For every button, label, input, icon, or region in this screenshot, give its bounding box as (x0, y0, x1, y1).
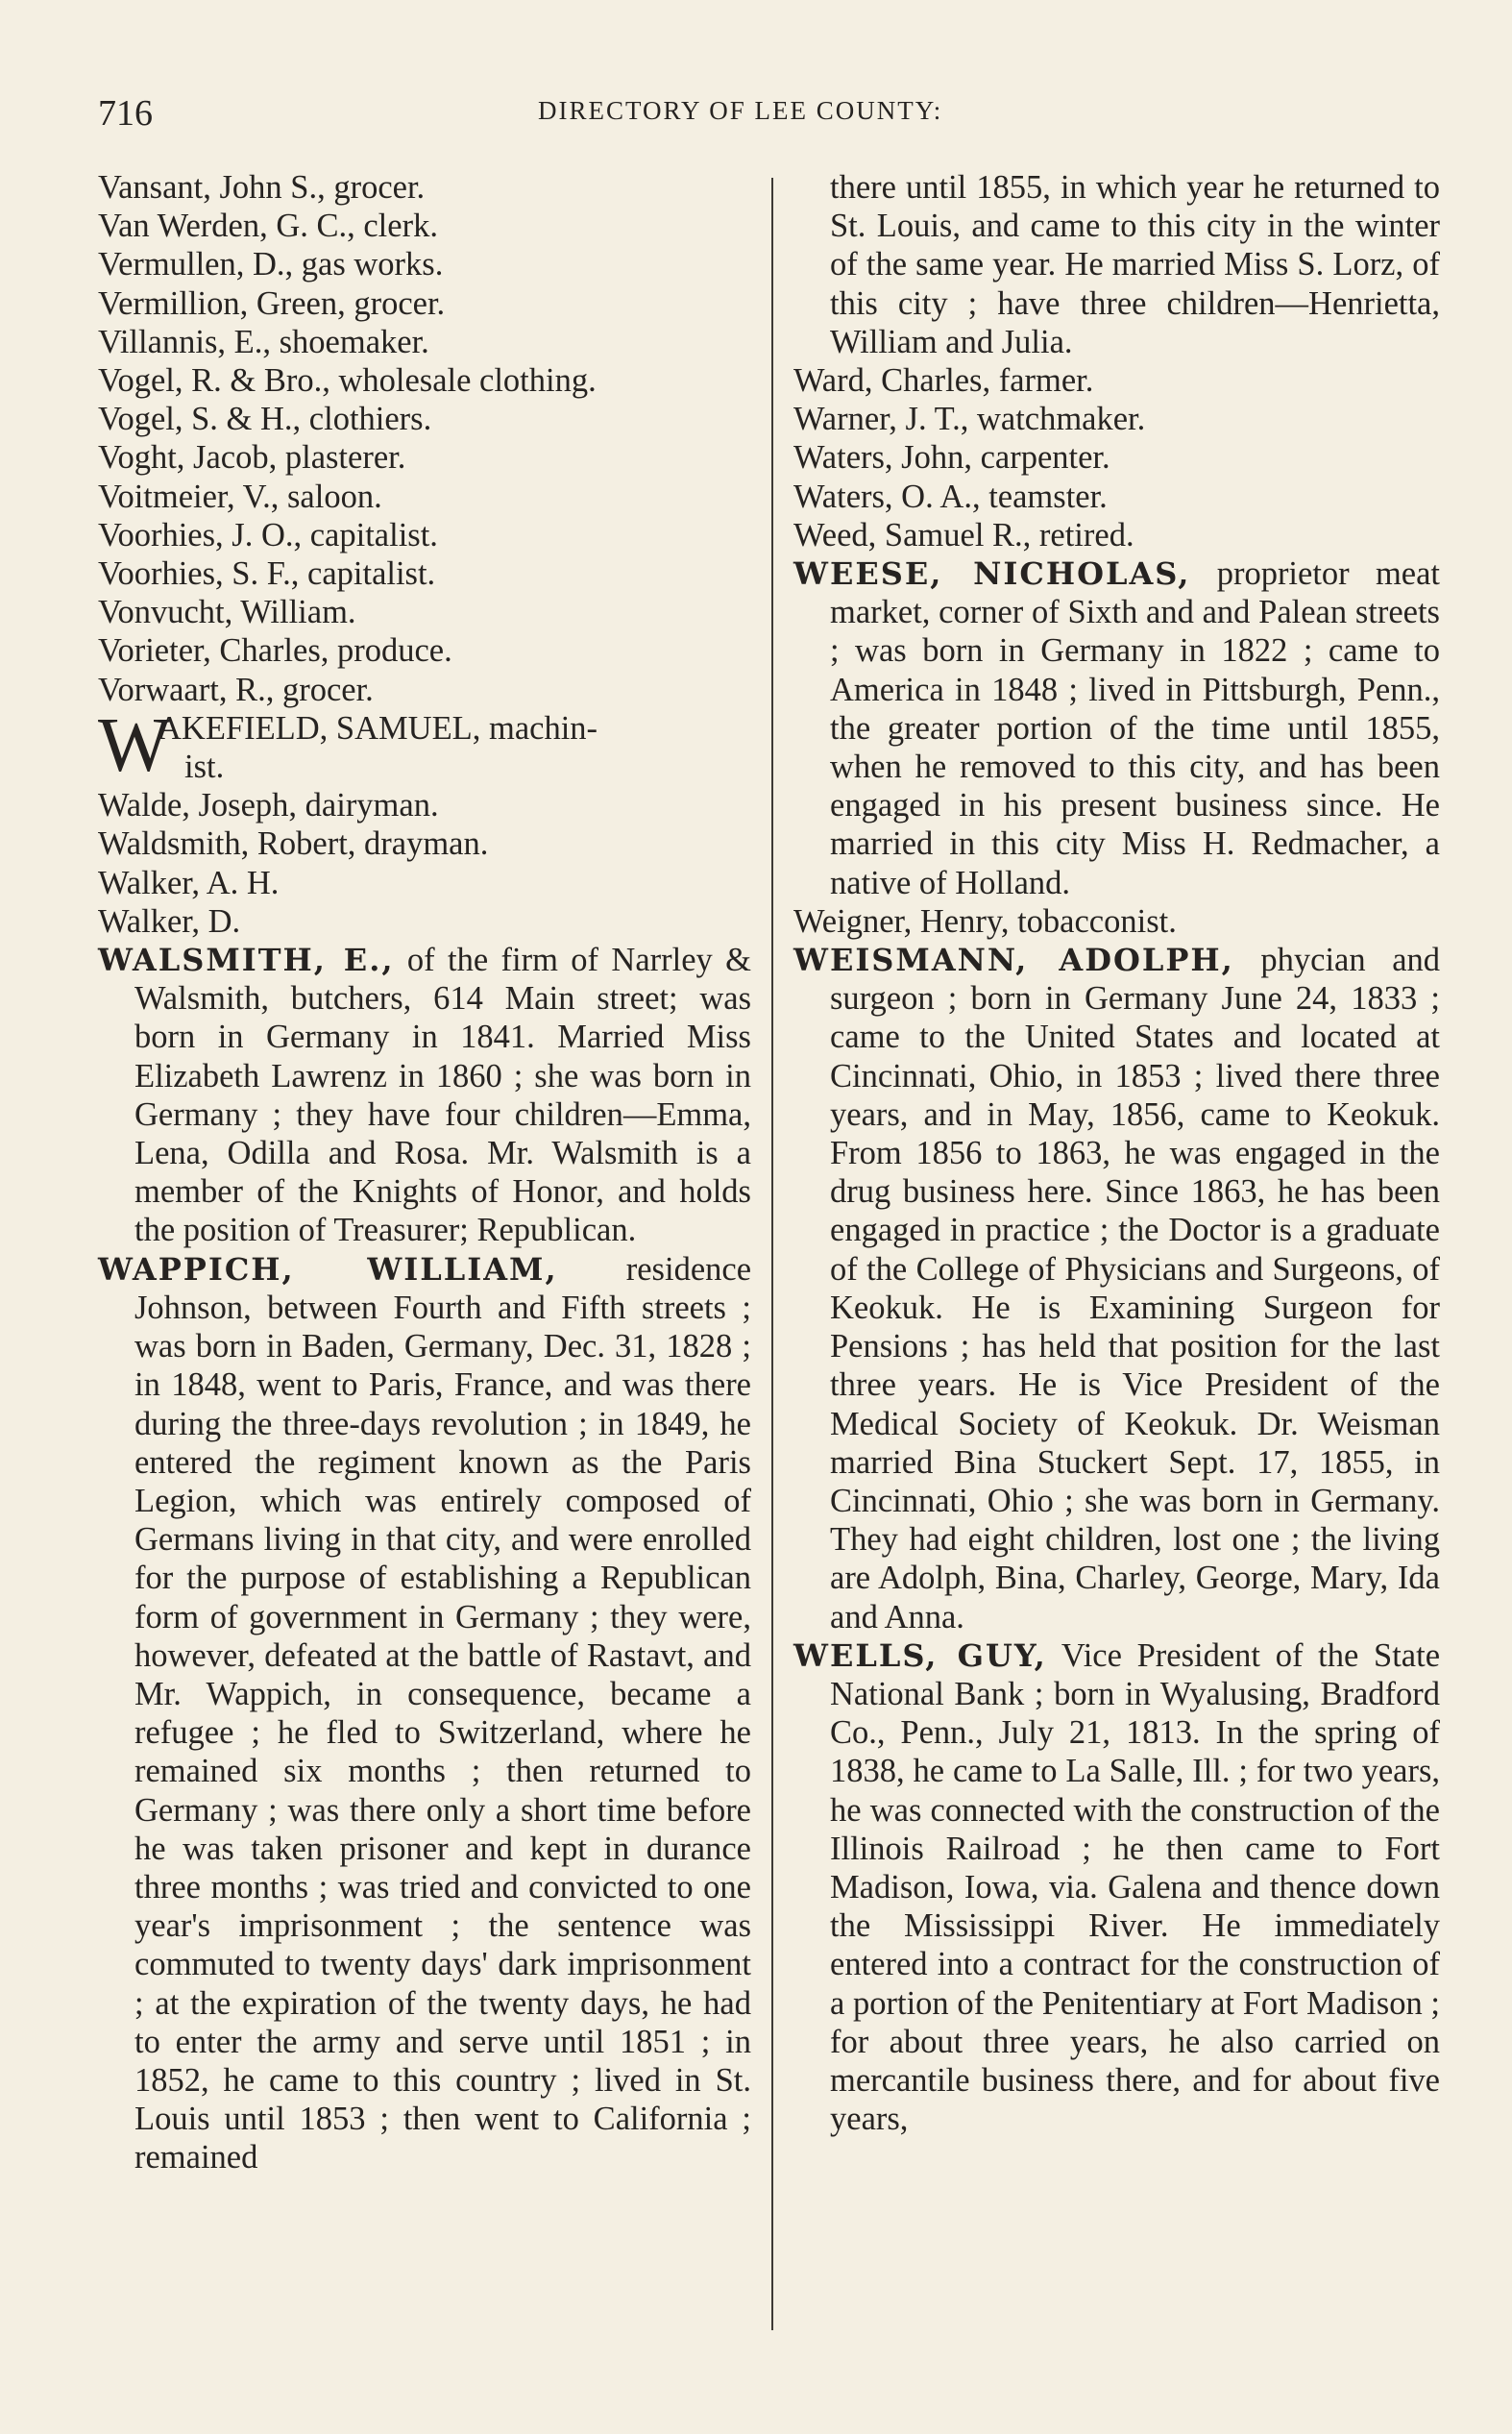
directory-entry: Vonvucht, William. (98, 594, 356, 631)
left-column (98, 168, 751, 2177)
directory-entry: Walker, D. (98, 902, 241, 940)
biography-continuation (793, 168, 1440, 361)
column-divider (771, 178, 773, 2330)
directory-entry: Vermillion, Green, grocer. (98, 284, 446, 322)
directory-entry: Voitmeier, V., saloon. (98, 478, 382, 515)
biography-body: of the firm of Narrley & Walsmith, butchers, 614 Main street; was born in Germany in 1841. Married Miss Elizabeth Lawrenz in 1860 ; she was born in Germany ; they have four children—Emma, Lena, Odilla and Rosa. Mr. Walsmith is a member of the Knights of Honor, and holds the position of Treasurer; Republican. (134, 942, 752, 1249)
directory-entry: Vansant, John S., grocer. (98, 169, 426, 206)
biography-body: residence Johnson, between Fourth and Fifth streets ; was born in Baden, Germany, Dec. 31, 1828 ; in 1848, went to Paris, France, and was there during the three-days revolution ; in 1849, he entered the regiment known as the Paris Legion, which was entirely composed of Germans living in that city, and were enrolled for the purpose of establishing a Republican form of government in Germany ; they were, however, defeated at the battle of Rastavt, and Mr. Wappich, in consequence, became a refugee ; he fled to Switzerland, where he remained six months ; then returned to Germany ; was there only a short time before he was taken prisoner and kept in durance three months ; was tried and convicted to one year's imprisonment ; the sentence was commuted to twenty days' dark imprisonment ; at the expiration of the twenty days, he had to enter the army and serve until 1851 ; in 1852, he came to this country ; lived in St. Louis until 1853 ; then went to California ; remained (134, 1250, 752, 2176)
biography-entry (793, 941, 1440, 1636)
entry-text-continued: ist. (184, 749, 225, 786)
biography-body: proprietor meat market, corner of Sixth and and Palean streets ; was born in Germany in 1822 ; came to America in 1848 ; lived in Pittsburgh, Penn., the greater portion of the time until 1855, when he removed to this city, and has been engaged in his present business since. He married in this city Miss H. Redmacher, a native of Holland. (830, 555, 1440, 901)
section-start-entry (98, 702, 751, 788)
directory-entry: Waters, John, carpenter. (793, 439, 1110, 477)
biography-name: WALSMITH, E., (98, 942, 395, 979)
directory-entry: Vorieter, Charles, produce. (98, 632, 452, 670)
biography-text (98, 941, 751, 1250)
directory-entry: Voorhies, J. O., capitalist. (98, 516, 438, 553)
biography-entry (98, 1250, 751, 2177)
biography-entry (793, 554, 1440, 902)
biography-name: WEESE, NICHOLAS, (793, 555, 1191, 593)
directory-entry: Voght, Jacob, plasterer. (98, 439, 406, 477)
directory-entry: Weigner, Henry, tobacconist. (793, 902, 1177, 940)
running-head: DIRECTORY OF LEE COUNTY: (538, 96, 943, 125)
directory-entry: Vorwaart, R., grocer. (98, 671, 374, 708)
biography-name: WEISMANN, ADOLPH, (793, 942, 1234, 979)
directory-entry: Weed, Samuel R., retired. (793, 516, 1134, 553)
drop-cap: W (98, 702, 171, 788)
directory-entry: Walker, A. H. (98, 864, 280, 901)
biography-text (98, 1250, 751, 2177)
biography-entry (98, 941, 751, 1250)
directory-entry: Waters, O. A., teamster. (793, 478, 1108, 515)
biography-entry (793, 1636, 1440, 2139)
biography-text (793, 1636, 1440, 2139)
biography-text (793, 941, 1440, 1636)
page-number: 716 (98, 93, 153, 134)
directory-entry: Walde, Joseph, dairyman. (98, 787, 439, 824)
directory-entry: Vogel, S. & H., clothiers. (98, 401, 432, 438)
entry-text: AKEFIELD, SAMUEL, machin- (158, 709, 598, 747)
directory-entry: Villannis, E., shoemaker. (98, 323, 429, 360)
directory-entry: Vermullen, D., gas works. (98, 246, 444, 283)
biography-body: there until 1855, in which year he returned to St. Louis, and came to this city in the winter of the same year. He married Miss S. Lorz, of this city ; have three children—Henrietta, William and Julia. (830, 169, 1440, 360)
biography-body: phycian and surgeon ; born in Germany June 24, 1833 ; came to the United States and located at Cincinnati, Ohio, in 1853 ; lived there three years, and in May, 1856, came to Keokuk. From 1856 to 1863, he was engaged in the drug business here. Since 1863, he has been engaged in practice ; the Doctor is a graduate of the College of Physicians and Surgeons, of Keokuk. He is Examining Surgeon for Pensions ; has held that position for the last three years. He is Vice President of the Medical Society of Keokuk. Dr. Weisman married Bina Stuckert Sept. 17, 1855, in Cincinnati, Ohio ; she was born in Germany. They had eight children, lost one ; the living are Adolph, Bina, Charley, George, Mary, Ida and Anna. (830, 942, 1441, 1635)
biography-name: WAPPICH, WILLIAM, (98, 1250, 558, 1288)
biography-text (793, 554, 1440, 902)
biography-body: Vice President of the State National Bank ; born in Wyalusing, Bradford Co., Penn., July 21, 1813. In the spring of 1838, he came to La Salle, Ill. ; for two years, he was connected with the construction of the Illinois Railroad ; he then came to Fort Madison, Iowa, via. Galena and thence down the Mississippi River. He immediately entered into a contract for the construction of a portion of the Penitentiary at Fort Madison ; for about three years, he also carried on mercantile business there, and for about five years, (830, 1636, 1441, 2138)
directory-entry: Warner, J. T., watchmaker. (793, 401, 1146, 438)
directory-entry: Waldsmith, Robert, drayman. (98, 825, 489, 863)
directory-entry: Van Werden, G. C., clerk. (98, 208, 438, 245)
directory-entry: Ward, Charles, farmer. (793, 362, 1094, 400)
directory-entry: Voorhies, S. F., capitalist. (98, 555, 436, 593)
biography-name: WELLS, GUY, (793, 1636, 1047, 1674)
right-column (793, 168, 1440, 2138)
directory-entry: Vogel, R. & Bro., wholesale clothing. (98, 362, 597, 400)
